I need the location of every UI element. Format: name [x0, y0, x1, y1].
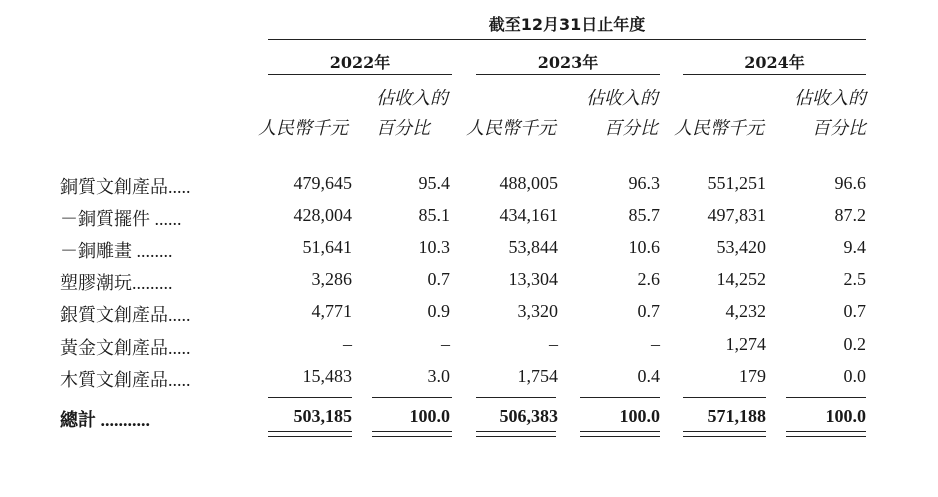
total-double-rule-2024-amount	[683, 431, 766, 437]
cell-2023-pct: 96.3	[628, 173, 660, 193]
total-2022-pct: 100.0	[409, 406, 450, 426]
total-2024-pct: 100.0	[825, 406, 866, 426]
cell-2023-pct: 0.7	[637, 301, 660, 321]
cell-2022-amount: 428,004	[293, 205, 352, 225]
subtotal-rule-2024-pct	[786, 397, 866, 398]
row-label: 塑膠潮玩.........	[60, 273, 173, 293]
cell-2022-pct: 3.0	[427, 366, 450, 386]
subtotal-rule-2023-amount	[476, 397, 556, 398]
year-rule-2023	[476, 74, 660, 75]
pct-header-2024-line2: 百分比	[812, 118, 866, 138]
cell-2024-amount: 4,232	[725, 301, 766, 321]
cell-2024-pct: 0.0	[843, 366, 866, 386]
cell-2022-amount: 3,286	[311, 269, 352, 289]
cell-2024-amount: 497,831	[707, 205, 766, 225]
cell-2023-pct: 85.7	[628, 205, 660, 225]
cell-2024-amount: 14,252	[716, 269, 766, 289]
cell-2023-amount: 1,754	[517, 366, 558, 386]
cell-2024-pct: 9.4	[843, 237, 866, 257]
year-2023: 2023年	[537, 53, 599, 72]
cell-2024-pct: 87.2	[834, 205, 866, 225]
cell-2023-pct: 10.6	[628, 237, 660, 257]
cell-2022-amount: 4,771	[311, 301, 352, 321]
subtotal-rule-2023-pct	[580, 397, 660, 398]
total-label: 總計 ...........	[60, 410, 150, 430]
cell-2024-amount: 551,251	[707, 173, 766, 193]
cell-2023-amount: 13,304	[508, 269, 558, 289]
cell-2022-amount: 51,641	[302, 237, 352, 257]
cell-2022-pct: –	[441, 334, 450, 354]
row-label: 銅質文創產品.....	[60, 177, 191, 197]
pct-header-2023-line2: 百分比	[604, 118, 658, 138]
year-rule-2024	[683, 74, 866, 75]
row-label: －銅雕畫 ........	[60, 241, 173, 261]
cell-2023-pct: –	[651, 334, 660, 354]
cell-2022-amount: 479,645	[293, 173, 352, 193]
total-2022-amount: 503,185	[293, 406, 352, 426]
cell-2022-pct: 0.9	[427, 301, 450, 321]
period-header: 截至12月31日止年度	[488, 15, 646, 34]
cell-2024-amount: 1,274	[725, 334, 766, 354]
cell-2024-pct: 0.2	[843, 334, 866, 354]
cell-2024-amount: 53,420	[716, 237, 766, 257]
total-double-rule-2022-pct	[372, 431, 452, 437]
subtotal-rule-2022-pct	[372, 397, 452, 398]
total-double-rule-2024-pct	[786, 431, 866, 437]
cell-2023-amount: 53,844	[508, 237, 558, 257]
cell-2024-amount: 179	[739, 366, 766, 386]
cell-2022-amount: –	[343, 334, 352, 354]
row-label: 黃金文創產品.....	[60, 338, 191, 358]
total-double-rule-2022-amount	[268, 431, 352, 437]
row-label: －銅質擺件 ......	[60, 209, 182, 229]
row-label: 銀質文創產品.....	[60, 305, 191, 325]
cell-2024-pct: 0.7	[843, 301, 866, 321]
cell-2023-amount: 434,161	[499, 205, 558, 225]
amount-header-2024: 人民幣千元	[674, 118, 764, 138]
cell-2024-pct: 96.6	[834, 173, 866, 193]
year-2024: 2024年	[744, 53, 805, 72]
cell-2022-pct: 0.7	[427, 269, 450, 289]
cell-2023-pct: 2.6	[637, 269, 660, 289]
year-rule-2022	[268, 74, 452, 75]
cell-2022-pct: 10.3	[418, 237, 450, 257]
subtotal-rule-2024-amount	[683, 397, 766, 398]
pct-header-2022-line2: 百分比	[376, 118, 430, 138]
subtotal-rule-2022-amount	[268, 397, 352, 398]
amount-header-2023: 人民幣千元	[466, 118, 556, 138]
amount-header-2022: 人民幣千元	[258, 118, 348, 138]
cell-2023-amount: –	[549, 334, 558, 354]
cell-2023-amount: 488,005	[499, 173, 558, 193]
header-rule	[268, 39, 866, 40]
pct-header-2022-line1: 佔收入的	[376, 88, 448, 108]
cell-2022-amount: 15,483	[302, 366, 352, 386]
total-double-rule-2023-amount	[476, 431, 556, 437]
total-2023-pct: 100.0	[619, 406, 660, 426]
cell-2022-pct: 85.1	[418, 205, 450, 225]
cell-2022-pct: 95.4	[418, 173, 450, 193]
cell-2023-pct: 0.4	[637, 366, 660, 386]
year-2022: 2022年	[329, 53, 391, 72]
cell-2023-amount: 3,320	[517, 301, 558, 321]
pct-header-2023-line1: 佔收入的	[586, 88, 658, 108]
cell-2024-pct: 2.5	[843, 269, 866, 289]
total-2024-amount: 571,188	[707, 406, 766, 426]
total-2023-amount: 506,383	[499, 406, 558, 426]
row-label: 木質文創產品.....	[60, 370, 191, 390]
pct-header-2024-line1: 佔收入的	[794, 88, 866, 108]
total-double-rule-2023-pct	[580, 431, 660, 437]
